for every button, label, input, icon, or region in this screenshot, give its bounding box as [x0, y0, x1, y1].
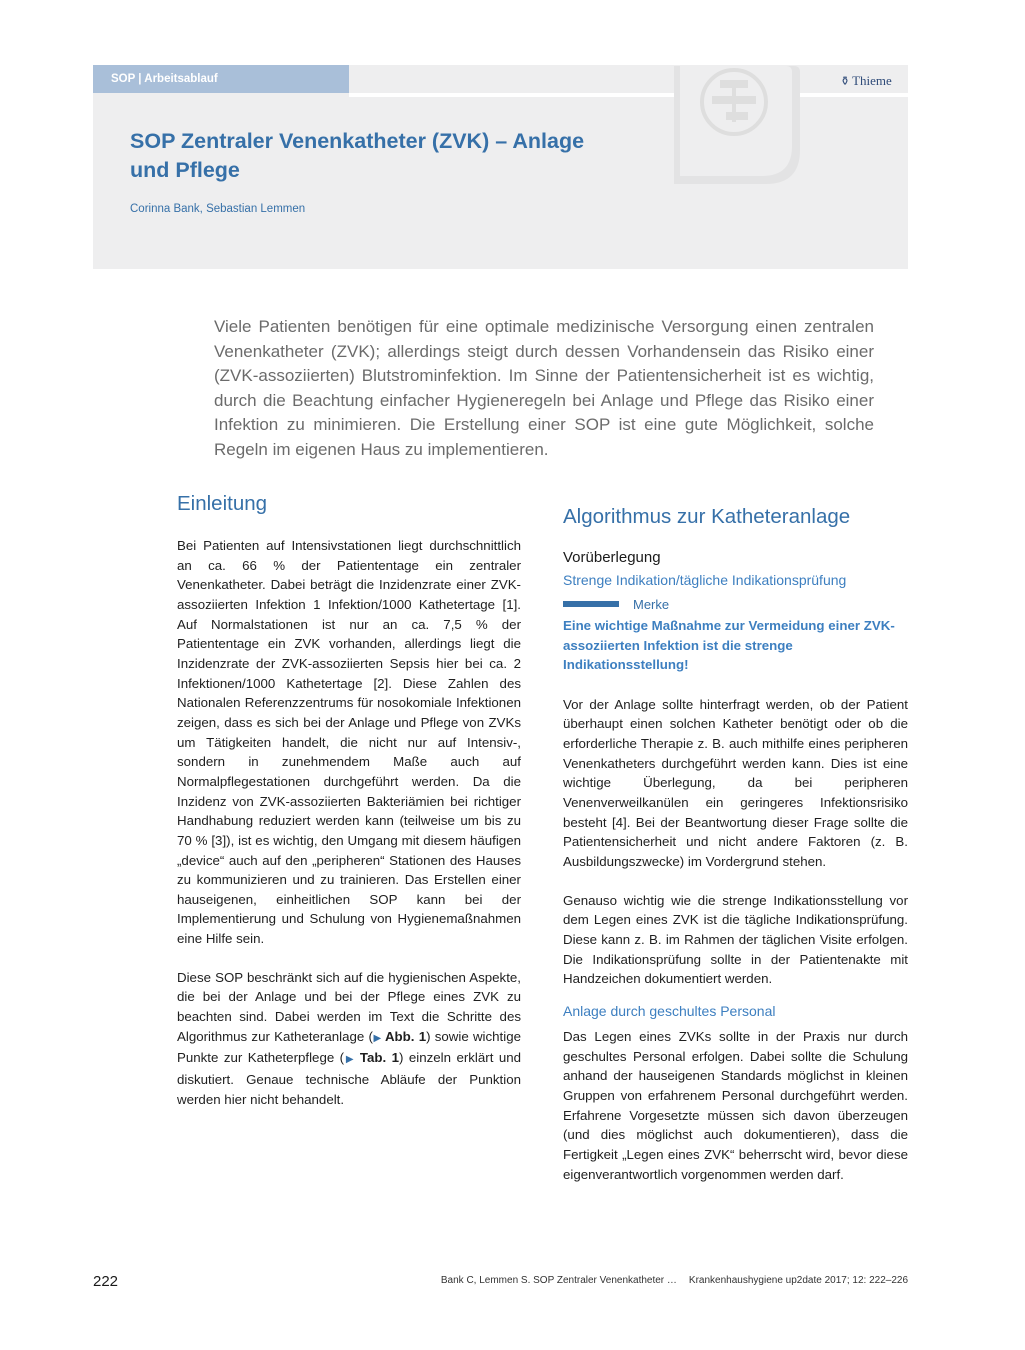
- table-ref-arrow-icon: ▶: [344, 1054, 360, 1066]
- paragraph-intro-2: [177, 968, 521, 1110]
- merke-bar: [563, 601, 619, 607]
- subheading-vorueberlegung: Vorüberlegung: [563, 549, 661, 566]
- figure-ref-arrow-icon: ▶: [372, 1032, 385, 1044]
- publisher-logo: [840, 73, 892, 89]
- thieme-crest-icon: ⚱: [840, 74, 851, 88]
- abstract: Viele Patienten benötigen für eine optimale medizinische Versorgung einen zentralen Venenkatheter (ZVK); allerdings steigt durch dessen Vorhandensein das Risiko einer (ZVK-assoziierten) Blutstrominfektion. Im Sinne der Patientensicherheit ist es wichtig, durch die Beachtung einfacher Hygieneregeln bei Anlage und Pflege das Risiko einer Infektion zu minimieren. Die Erstellung einer SOP ist eine gute Möglichkeit, solche Regeln im eigenen Haus zu implementieren.: [214, 317, 874, 459]
- citation-journal: Krankenhaushygiene up2date 2017; 12: 222–226: [688, 1275, 908, 1286]
- page-number: 222: [93, 1273, 119, 1290]
- figure-ref-link[interactable]: Abb. 1: [384, 1028, 427, 1044]
- sop-logo-icon: [674, 66, 800, 184]
- section-heading-algorithmus: Algorithmus zur Katheteranlage: [563, 505, 851, 528]
- page-title: SOP Zentraler Venenkatheter (ZVK) – Anlage und Pflege: [130, 129, 585, 182]
- footer-citation: [441, 1275, 908, 1286]
- authors: Corinna Bank, Sebastian Lemmen: [130, 203, 306, 215]
- paragraph-intro-1: Bei Patienten auf Intensivstationen liegt durchschnittlich an ca. 66 % der Patiententage ein zentraler Venenkatheter. Dabei beträgt die Inzidenzrate einer ZVK-assoziierten Infektion 1 Infektion/1000 Kathetertage [1]. Auf Normalstationen ist nur an ca. 7,5 % der Patiententage ein ZVK vorhanden, allerdings liegt die Inzidenzrate der ZVK-assoziierten Sepsis hier bei ca. 2 Infektionen/1000 Kathetertage [2]. Diese Zahlen des Nationalen Referenzzentrums für nosokomiale Infektionen zeigen, dass es sich bei der Anlage und Pflege von ZVKs um Tätigkeiten handelt, die nicht nur auf Intensiv-, sondern in zunehmendem Maße auch auf Normalpflegestationen durchgeführt werden. Da die Inzidenz von ZVK-assoziierten Bakteriämien bei richtiger Handhabung reduziert werden kann (teilweise um bis zu 70 % [3]), ist es wichtig, den Umgang mit diesem häufigen „device“ auch auf den „peripheren“ Stationen des Hauses zu kommunizieren und zu trainieren. Das Erstellen einer hauseigenen, einheitlichen SOP kann bei der Implementierung und Schulung von Hygienemaßnahmen eine Hilfe sein.: [177, 538, 521, 947]
- subsubheading-indikation: Strenge Indikation/tägliche Indikationsprüfung: [563, 572, 847, 588]
- merke-box-header: [563, 594, 908, 614]
- header-divider: [349, 93, 908, 97]
- paragraph-right-2: Genauso wichtig wie die strenge Indikationsstellung vor dem Legen eines ZVK ist die tägliche Indikationsprüfung. Diese kann z. B. im Rahmen der täglichen Visite erfolgen. Die Indikationsprüfung sollte in der Patientenakte mit Handzeichen dokumentiert werden.: [563, 892, 908, 987]
- publisher-name: Thieme: [852, 73, 892, 88]
- paragraph-right-3: Das Legen eines ZVKs sollte in der Praxis nur durch geschultes Personal erfolgen. Dabei sollte die Schulung anhand der hauseigenen Standards möglichst in kleinen Gruppen von erfahrenem Personal durchgeführt werden. Erfahrene Vorgesetzte müssen sich davon überzeugen (und dies möglichst auch dokumentieren), dass die Fertigkeit „Legen eines ZVK“ beherrscht wird, bevor diese eigenverantwortlich vorgenommen werden darf.: [563, 1028, 908, 1182]
- table-ref-link[interactable]: Tab. 1: [359, 1050, 399, 1066]
- left-column: [177, 490, 521, 1109]
- merke-label: Merke: [633, 596, 670, 612]
- merke-text: Eine wichtige Maßnahme zur Vermeidung einer ZVK-assoziierten Infektion ist die strenge Indikationsstellung!: [563, 618, 895, 673]
- right-column: [563, 503, 908, 1184]
- paragraph-text: ) sowie wichtige Punkte zur Katheterpflege (: [177, 1028, 521, 1066]
- paragraph-text: ) einzeln erklärt und diskutiert. Genaue technische Abläufe der Punktion werden hier nicht behandelt.: [177, 1050, 522, 1107]
- section-heading-einleitung: Einleitung: [177, 492, 268, 515]
- subsubheading-personal: Anlage durch geschultes Personal: [563, 1002, 776, 1019]
- citation-authors: Bank C, Lemmen S. SOP Zentraler Venenkatheter …: [440, 1275, 677, 1286]
- section-tag: SOP | Arbeitsablauf: [93, 65, 349, 93]
- paragraph-right-1: Vor der Anlage sollte hinterfragt werden, ob der Patient überhaupt einen solchen Katheter benötigt oder ob die erforderliche Therapie z. B. auch mithilfe eines peripheren Venenkatheters durchgeführt werden kann. Dies ist eine wichtige Überlegung, da bei peripheren Venenverweilkanülen ein geringeres Infektionsrisiko besteht [4]. Bei der Beantwortung dieser Frage sollte die Patientensicherheit und nicht andere Faktoren (z. B. Ausbildungszwecke) im Vordergrund stehen.: [563, 696, 908, 870]
- paragraph-text: Diese SOP beschränkt sich auf die hygienischen Aspekte, die bei der Anlage und bei der Pflege eines ZVK zu beachten sind. Dabei werden im Text die Schritte des Algorithmus zur Katheteranlage (: [177, 969, 521, 1044]
